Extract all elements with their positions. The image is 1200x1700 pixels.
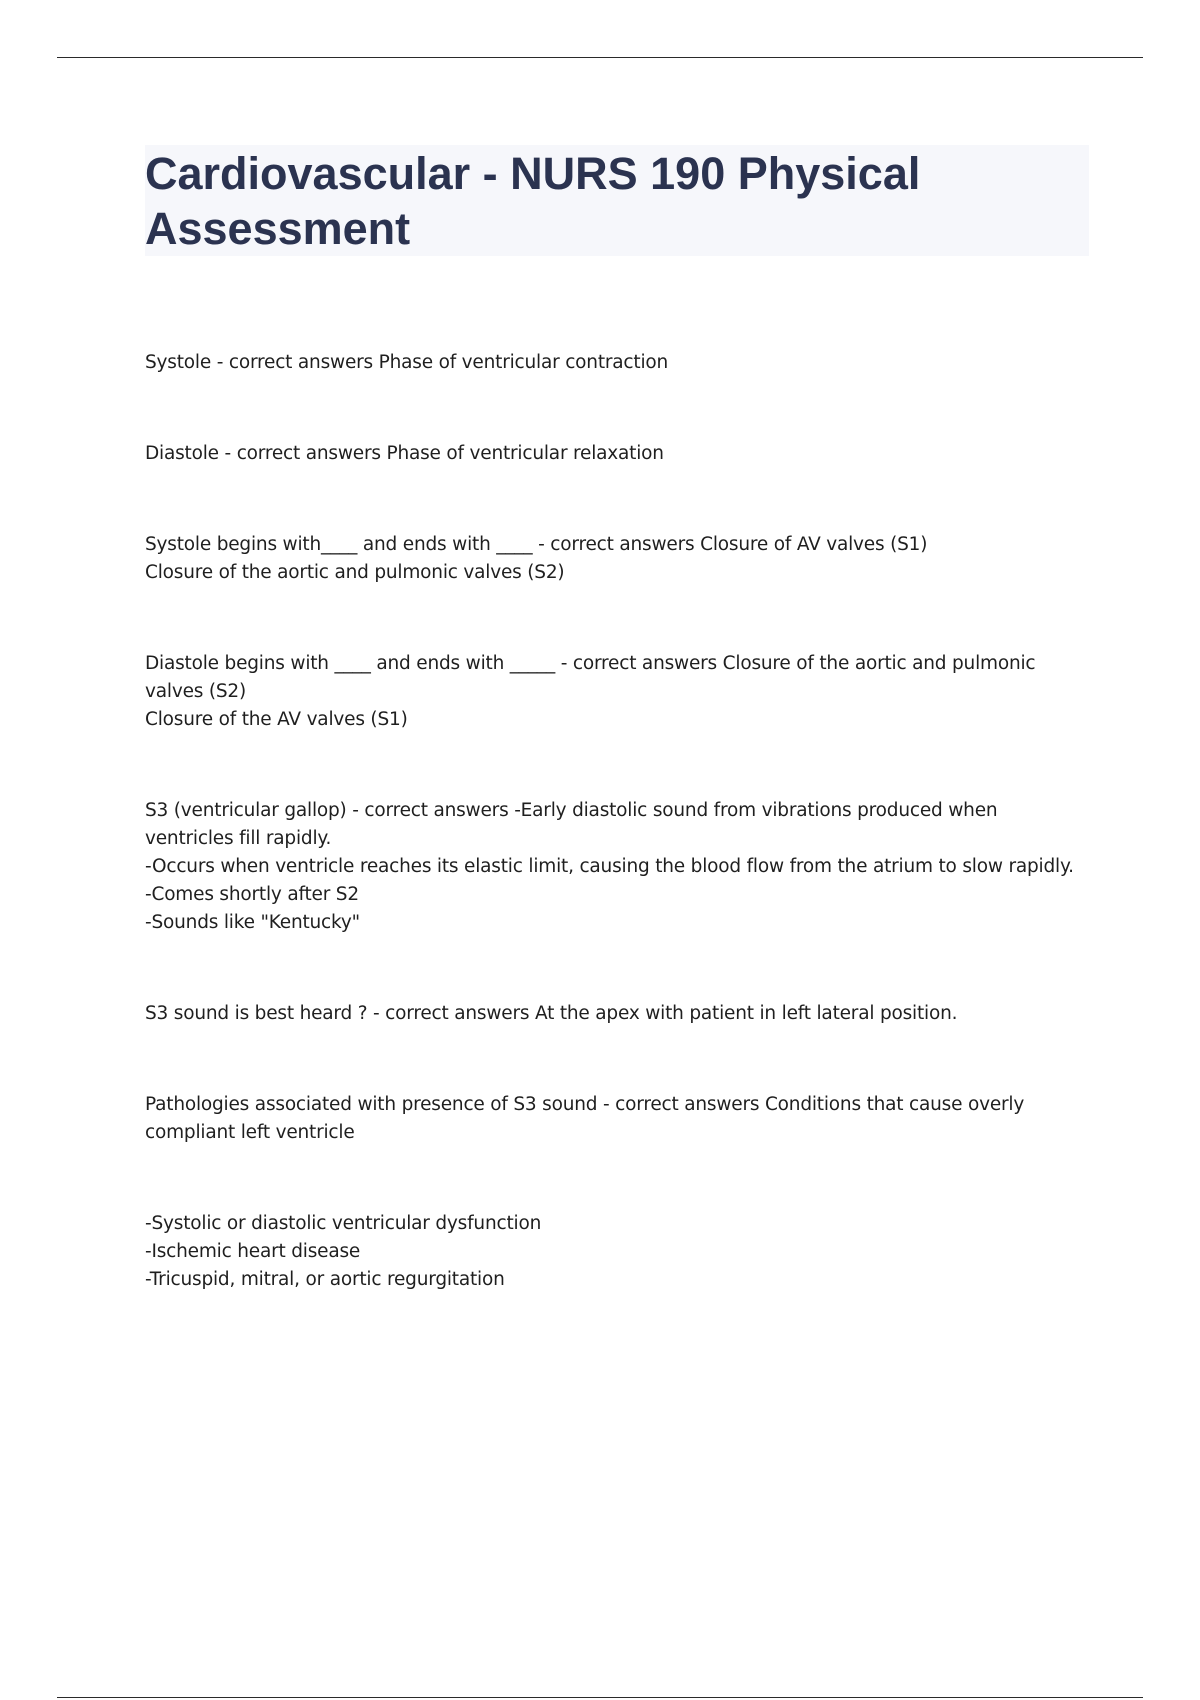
entry-text: S3 (ventricular gallop) - correct answers -Early diastolic sound from vibrations produced when ventricles fill rapidly. <box>145 800 998 849</box>
entry-text: Diastole begins with ____ and ends with _____ - correct answers Closure of the aortic and pulmonic valves (S2) <box>145 653 1036 702</box>
pathology-list <box>145 1210 1090 1294</box>
document-title: Cardiovascular - NURS 190 Physical Assessment <box>145 148 921 254</box>
top-rule <box>57 57 1143 58</box>
entry-text: -Occurs when ventricle reaches its elastic limit, causing the blood flow from the atrium to slow rapidly. <box>145 856 1074 877</box>
entry-text: S3 sound is best heard ? - correct answers At the apex with patient in left lateral position. <box>145 1003 958 1024</box>
document-body <box>145 349 1090 1294</box>
entry-text: Systole begins with____ and ends with ____ - correct answers Closure of AV valves (S1) <box>145 534 928 555</box>
qa-entry-systole <box>145 349 1090 377</box>
qa-entry-diastole-begins <box>145 650 1090 734</box>
entry-text: -Sounds like "Kentucky" <box>145 912 360 933</box>
entry-text: Systole - correct answers Phase of ventricular contraction <box>145 352 669 373</box>
qa-entry-s3-pathologies <box>145 1091 1090 1147</box>
entry-text: Closure of the AV valves (S1) <box>145 709 408 730</box>
list-item: -Ischemic heart disease <box>145 1241 361 1262</box>
list-item: -Systolic or diastolic ventricular dysfunction <box>145 1213 542 1234</box>
entry-text: Closure of the aortic and pulmonic valves (S2) <box>145 562 565 583</box>
qa-entry-s3-best-heard <box>145 1000 1090 1028</box>
qa-entry-s3-gallop <box>145 797 1090 937</box>
list-item: -Tricuspid, mitral, or aortic regurgitation <box>145 1269 505 1290</box>
bottom-rule <box>57 1697 1143 1698</box>
qa-entry-systole-begins <box>145 531 1090 587</box>
entry-text: -Comes shortly after S2 <box>145 884 359 905</box>
qa-entry-diastole <box>145 440 1090 468</box>
entry-text: Pathologies associated with presence of S3 sound - correct answers Conditions that cause overly compliant left ventricle <box>145 1094 1025 1143</box>
entry-text: Diastole - correct answers Phase of ventricular relaxation <box>145 443 664 464</box>
